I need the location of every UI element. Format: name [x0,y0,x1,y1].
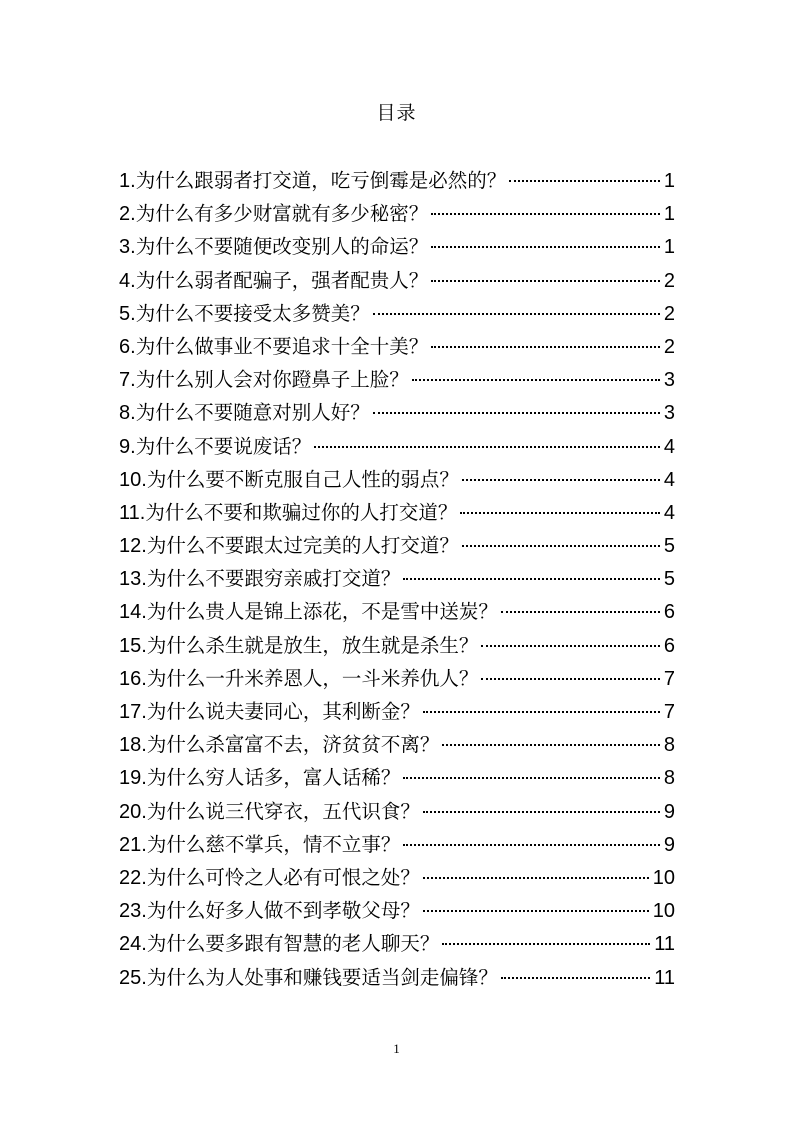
toc-entry-title: 为什么不要说废话？ [135,434,312,458]
toc-entry-number: 3. [119,236,136,259]
toc-dot-leader [403,777,660,779]
toc-entry-title: 为什么可怜之人必有可恨之处？ [146,865,420,889]
toc-entry-number: 19. [119,767,147,790]
toc-entry-number: 6. [119,335,136,358]
toc-entry-page: 11 [654,966,675,989]
toc-dot-leader [481,645,660,647]
toc-entry[interactable] [119,430,675,463]
toc-entry-title: 为什么杀富富不去，济贫贫不离？ [146,733,440,757]
toc-dot-leader [314,446,660,448]
toc-dot-leader [462,479,660,481]
toc-entry[interactable] [119,463,675,496]
toc-entry-page: 7 [663,667,675,690]
toc-dot-leader [442,943,650,945]
toc-entry-title: 为什么一升米养恩人，一斗米养仇人？ [146,666,479,690]
toc-entry[interactable] [119,761,675,794]
toc-entry-number: 13. [119,568,147,591]
toc-entry-title: 为什么弱者配骗子，强者配贵人？ [135,268,429,292]
toc-entry[interactable] [119,961,675,994]
toc-entry[interactable] [119,894,675,927]
toc-entry-title: 为什么有多少财富就有多少秘密？ [135,202,429,226]
toc-entry[interactable] [119,828,675,861]
toc-entry-page: 8 [663,767,675,790]
page-number: 1 [393,1041,400,1056]
toc-entry[interactable] [119,529,675,562]
toc-entry[interactable] [119,264,675,297]
toc-entry-page: 4 [663,435,675,458]
toc-entry-page: 3 [663,369,675,392]
toc-entry[interactable] [119,164,675,197]
toc-entry[interactable] [119,396,675,429]
toc-entry-number: 22. [119,866,147,889]
toc-entry-page: 6 [663,634,675,657]
toc-dot-leader [373,313,660,315]
toc-entry-page: 9 [663,833,675,856]
toc-entry-title: 为什么要不断克服自己人性的弱点？ [146,467,459,491]
toc-entry-number: 17. [119,701,147,723]
toc-dot-leader [431,246,660,248]
toc-dot-leader [431,346,660,348]
toc-entry[interactable] [119,363,675,396]
toc-entry[interactable] [119,728,675,761]
toc-dot-leader [501,611,660,613]
toc-entry-number: 10. [119,468,147,491]
toc-entry-page: 10 [652,866,675,889]
toc-entry[interactable] [119,662,675,695]
toc-entry-title: 为什么不要跟太过完美的人打交道？ [146,534,459,558]
toc-entry-page: 4 [663,501,675,524]
toc-dot-leader [403,578,660,580]
toc-entry-page: 2 [663,335,675,358]
toc-entry-number: 1. [119,170,136,192]
toc-entry-number: 7. [119,369,136,392]
toc-entry-number: 11. [119,501,146,524]
toc-entry-title: 为什么慈不掌兵，情不立事？ [146,832,401,856]
toc-entry-page: 11 [654,933,675,956]
toc-entry-title: 为什么不要接受太多赞美？ [135,301,370,325]
toc-entry-title: 为什么说三代穿衣，五代识食？ [146,799,420,823]
toc-entry-page: 3 [663,402,675,425]
toc-entry-title: 为什么贵人是锦上添花，不是雪中送炭？ [146,600,498,624]
toc-entry-number: 9. [119,435,136,458]
toc-dot-leader [442,744,660,746]
toc-entry[interactable] [119,795,675,828]
toc-entry-title: 为什么好多人做不到孝敬父母？ [146,899,420,923]
toc-dot-leader [462,545,660,547]
toc-entry-number: 16. [119,667,147,690]
toc-dot-leader [431,213,660,215]
toc-entry[interactable] [119,230,675,263]
toc-entry-title: 为什么不要跟穷亲戚打交道？ [146,567,401,591]
toc-entry-title: 为什么不要随意对别人好？ [135,401,370,425]
toc-entry-number: 14. [119,601,147,624]
toc-entry-title: 为什么不要和欺骗过你的人打交道？ [145,500,458,524]
toc-dot-leader [509,180,660,182]
toc-entry-page: 4 [663,468,675,491]
toc-entry-number: 24. [119,933,147,956]
toc-entry-title: 为什么做事业不要追求十全十美？ [135,334,429,358]
toc-entry[interactable] [119,927,675,960]
toc-entry-title: 为什么杀生就是放生，放生就是杀生？ [146,633,479,657]
toc-entry[interactable] [119,496,675,529]
toc-dot-leader [373,412,660,414]
toc-entry-page: 6 [663,601,675,624]
toc-entry-number: 5. [119,302,136,325]
toc-dot-leader [501,977,650,979]
toc-dot-leader [403,844,660,846]
toc-dot-leader [423,877,649,879]
toc-dot-leader [481,678,660,680]
toc-entry[interactable] [119,861,675,894]
toc-entry-number: 12. [119,535,147,558]
toc-entry[interactable] [119,695,675,728]
toc-entry-title: 为什么要多跟有智慧的老人聊天？ [146,932,440,956]
toc-entry-number: 2. [119,203,136,226]
toc-entry-page: 9 [663,800,675,823]
toc-entry[interactable] [119,330,675,363]
toc-entry-number: 4. [119,269,136,292]
toc-entry-number: 18. [119,734,147,757]
toc-entry-page: 1 [663,170,675,192]
toc-entry-title: 为什么说夫妻同心，其利断金？ [146,700,420,723]
toc-dot-leader [423,811,660,813]
toc-entry[interactable] [119,197,675,230]
toc-entry-page: 8 [663,734,675,757]
toc-entry[interactable] [119,297,675,330]
toc-entry-page: 1 [663,203,675,226]
toc-entry-page: 10 [652,900,675,923]
toc-entry-title: 为什么跟弱者打交道，吃亏倒霉是必然的？ [135,169,507,192]
table-of-contents [119,164,675,994]
toc-entry-title: 为什么穷人话多，富人话稀？ [146,766,401,790]
toc-dot-leader [423,711,660,713]
toc-entry-page: 5 [663,535,675,558]
toc-entry-title: 为什么不要随便改变别人的命运？ [135,235,429,259]
toc-dot-leader [460,512,660,514]
toc-entry-number: 15. [119,634,147,657]
toc-entry-number: 25. [119,966,147,989]
toc-entry-page: 1 [663,236,675,259]
page-title: 目录 [376,102,417,124]
toc-dot-leader [431,280,660,282]
toc-entry-title: 为什么别人会对你蹬鼻子上脸？ [135,368,409,392]
toc-entry[interactable] [119,595,675,628]
toc-entry-number: 20. [119,800,147,823]
toc-entry[interactable] [119,562,675,595]
toc-entry-title: 为什么为人处事和赚钱要适当剑走偏锋？ [146,965,498,989]
toc-entry-number: 8. [119,402,136,425]
toc-entry[interactable] [119,629,675,662]
toc-dot-leader [412,379,660,381]
toc-entry-number: 23. [119,900,147,923]
toc-entry-page: 2 [663,269,675,292]
toc-entry-page: 2 [663,302,675,325]
toc-dot-leader [423,910,649,912]
toc-entry-number: 21. [119,833,147,856]
toc-entry-page: 7 [663,701,675,723]
toc-entry-page: 5 [663,568,675,591]
